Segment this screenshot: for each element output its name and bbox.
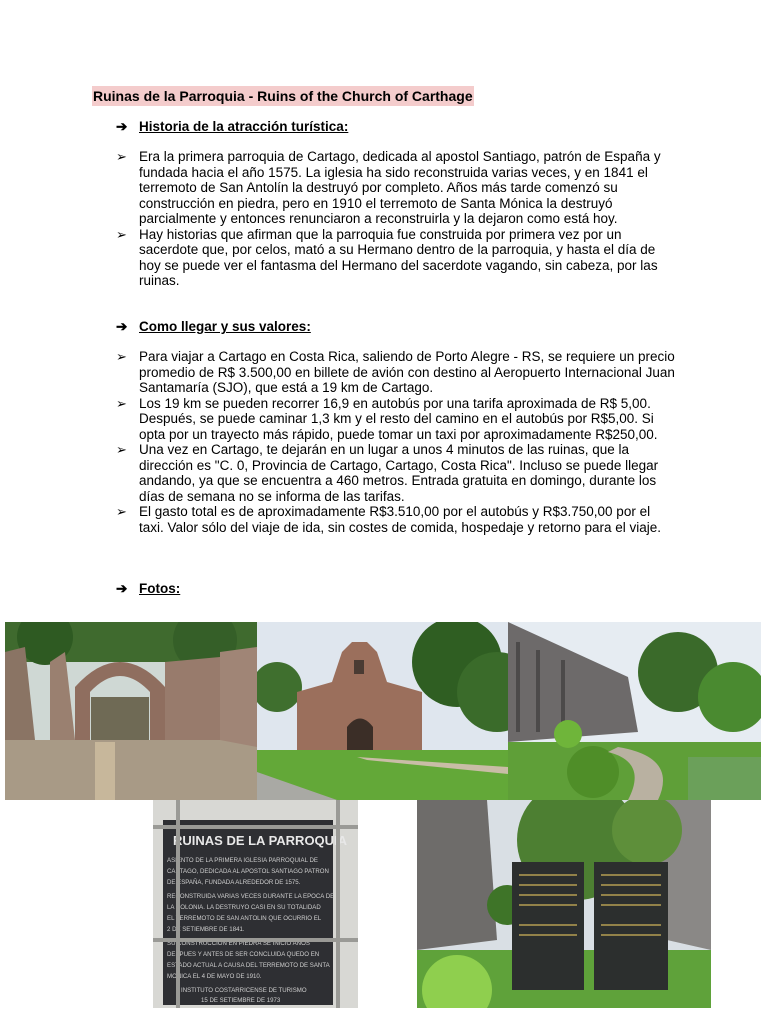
section-heading-directions [116,318,311,336]
list-item [116,227,676,289]
plaque-line: SU CONSTRUCCION EN PIEDRA SE INICIO AÑOS [167,940,310,947]
plaque-line: EL TERREMOTO DE SAN ANTOLIN QUE OCURRIO EL [167,915,322,922]
arrowhead-bullet-icon: ➢ [116,149,127,164]
list-item-text: Hay historias que afirman que la parroquia fue construida por primera vez por un sacerdote que, por celos, mató a su Hermano dentro de la parroquia, y hasta el día de hoy se puede ver el fantasma del Hermano del sacerdote vagando, sin cabeza, por las ruinas. [139,226,658,288]
list-item-text: Una vez en Cartago, te dejarán en un lugar a unos 4 minutos de las ruinas, que la dirección es "C. 0, Provincia de Cartago, Cartago, Costa Rica". Incluso se puede llegar andando, ya que se encuentra a 460 metros. Entrada gratuita en domingo, durante los días de semana no se informa de las tarifas. [139,442,659,504]
section-heading-label: Fotos: [139,581,181,596]
plaque-line: CARTAGO, DEDICADA AL APOSTOL SANTIAGO PATRON [167,868,329,875]
list-item-text: Era la primera parroquia de Cartago, dedicada al apostol Santiago, patrón de España y fundada hacia el año 1575. La iglesia ha sido reconstruida varias veces, y en 1841 el terremoto de San Antolín la destruyó por completo. Años más tarde comenzó su construcción en piedra, pero en 1910 el terremoto de Santa Mónica la destruyó parcialmente y entonces renunciaron a reconstruirla y la dejaron como está hoy. [139,149,661,226]
photo-info-signs [417,800,711,1008]
list-item [116,149,676,227]
list-item-text: Los 19 km se pueden recorrer 16,9 en autobús por una tarifa aproximada de R$ 5,00. Después, se puede caminar 1,3 km y el resto del camino en el autobús por R$5,00. Si opta por un trayecto más rápido, puede tomar un taxi por aproximadamente R$250,00. [139,395,658,442]
plaque-line: RECONSTRUIDA VARIAS VECES DURANTE LA EPOCA DE [167,893,335,900]
list-item-text: Para viajar a Cartago en Costa Rica, saliendo de Porto Alegre - RS, se requiere un precio promedio de R$ 3.500,00 en billete de avión con destino al Aeropuerto Internacional Juan Santamaría (SJO), que está a 19 km de Cartago. [139,349,675,395]
plaque-line: MONICA EL 4 DE MAYO DE 1910. [167,973,262,980]
directions-list [116,349,676,535]
arrowhead-bullet-icon: ➢ [116,226,127,242]
section-heading-history [116,118,348,136]
plaque-line: LA COLONIA. LA DESTRUYO CASI EN SU TOTALIDAD [167,904,321,911]
page-title: Ruinas de la Parroquia - Ruins of the Church of Carthage [93,88,473,104]
plaque-line: ESTADO ACTUAL A CAUSA DEL TERREMOTO DE SANTA [167,962,330,969]
photo-arch-ruins [5,622,257,800]
plaque-line: DE ESPAÑA, FUNDADA ALREDEDOR DE 1575. [167,879,301,886]
plaque-title: RUINAS DE LA PARROQUIA [173,833,348,848]
photo-plaque [153,800,358,1008]
right-arrow-icon: ➔ [116,319,128,334]
section-heading-label: Historia de la atracción turística: [139,119,349,134]
plaque-line: DESPUES Y ANTES DE SER CONCLUIDA QUEDO EN [167,951,320,958]
photo-church-facade [257,622,508,800]
list-item [116,504,676,535]
list-item-text: El gasto total es de aproximadamente R$3.510,00 por el autobús y R$3.750,00 por el taxi. Valor sólo del viaje de ida, sin costes de comida, hospedaje y retorno para el viaje. [139,504,662,535]
list-item [116,349,676,396]
list-item [116,442,676,504]
plaque-line: INSTITUTO COSTARRICENSE DE TURISMO [181,987,307,994]
plaque-line: 2 DE SETIEMBRE DE 1841. [167,926,245,933]
arrowhead-bullet-icon: ➢ [116,349,127,364]
section-heading-label: Como llegar y sus valores: [139,319,311,334]
arrowhead-bullet-icon: ➢ [116,442,127,457]
arrowhead-bullet-icon: ➢ [116,395,127,411]
arrowhead-bullet-icon: ➢ [116,504,127,519]
history-list [116,149,676,289]
plaque-line: 15 DE SETIEMBRE DE 1973 [201,997,281,1004]
photo-garden-interior [508,622,761,800]
right-arrow-icon: ➔ [116,119,128,134]
list-item [116,396,676,443]
plaque-line: ASIENTO DE LA PRIMERA IGLESIA PARROQUIAL DE [167,857,318,864]
right-arrow-icon: ➔ [116,581,128,596]
section-heading-photos [116,580,180,598]
